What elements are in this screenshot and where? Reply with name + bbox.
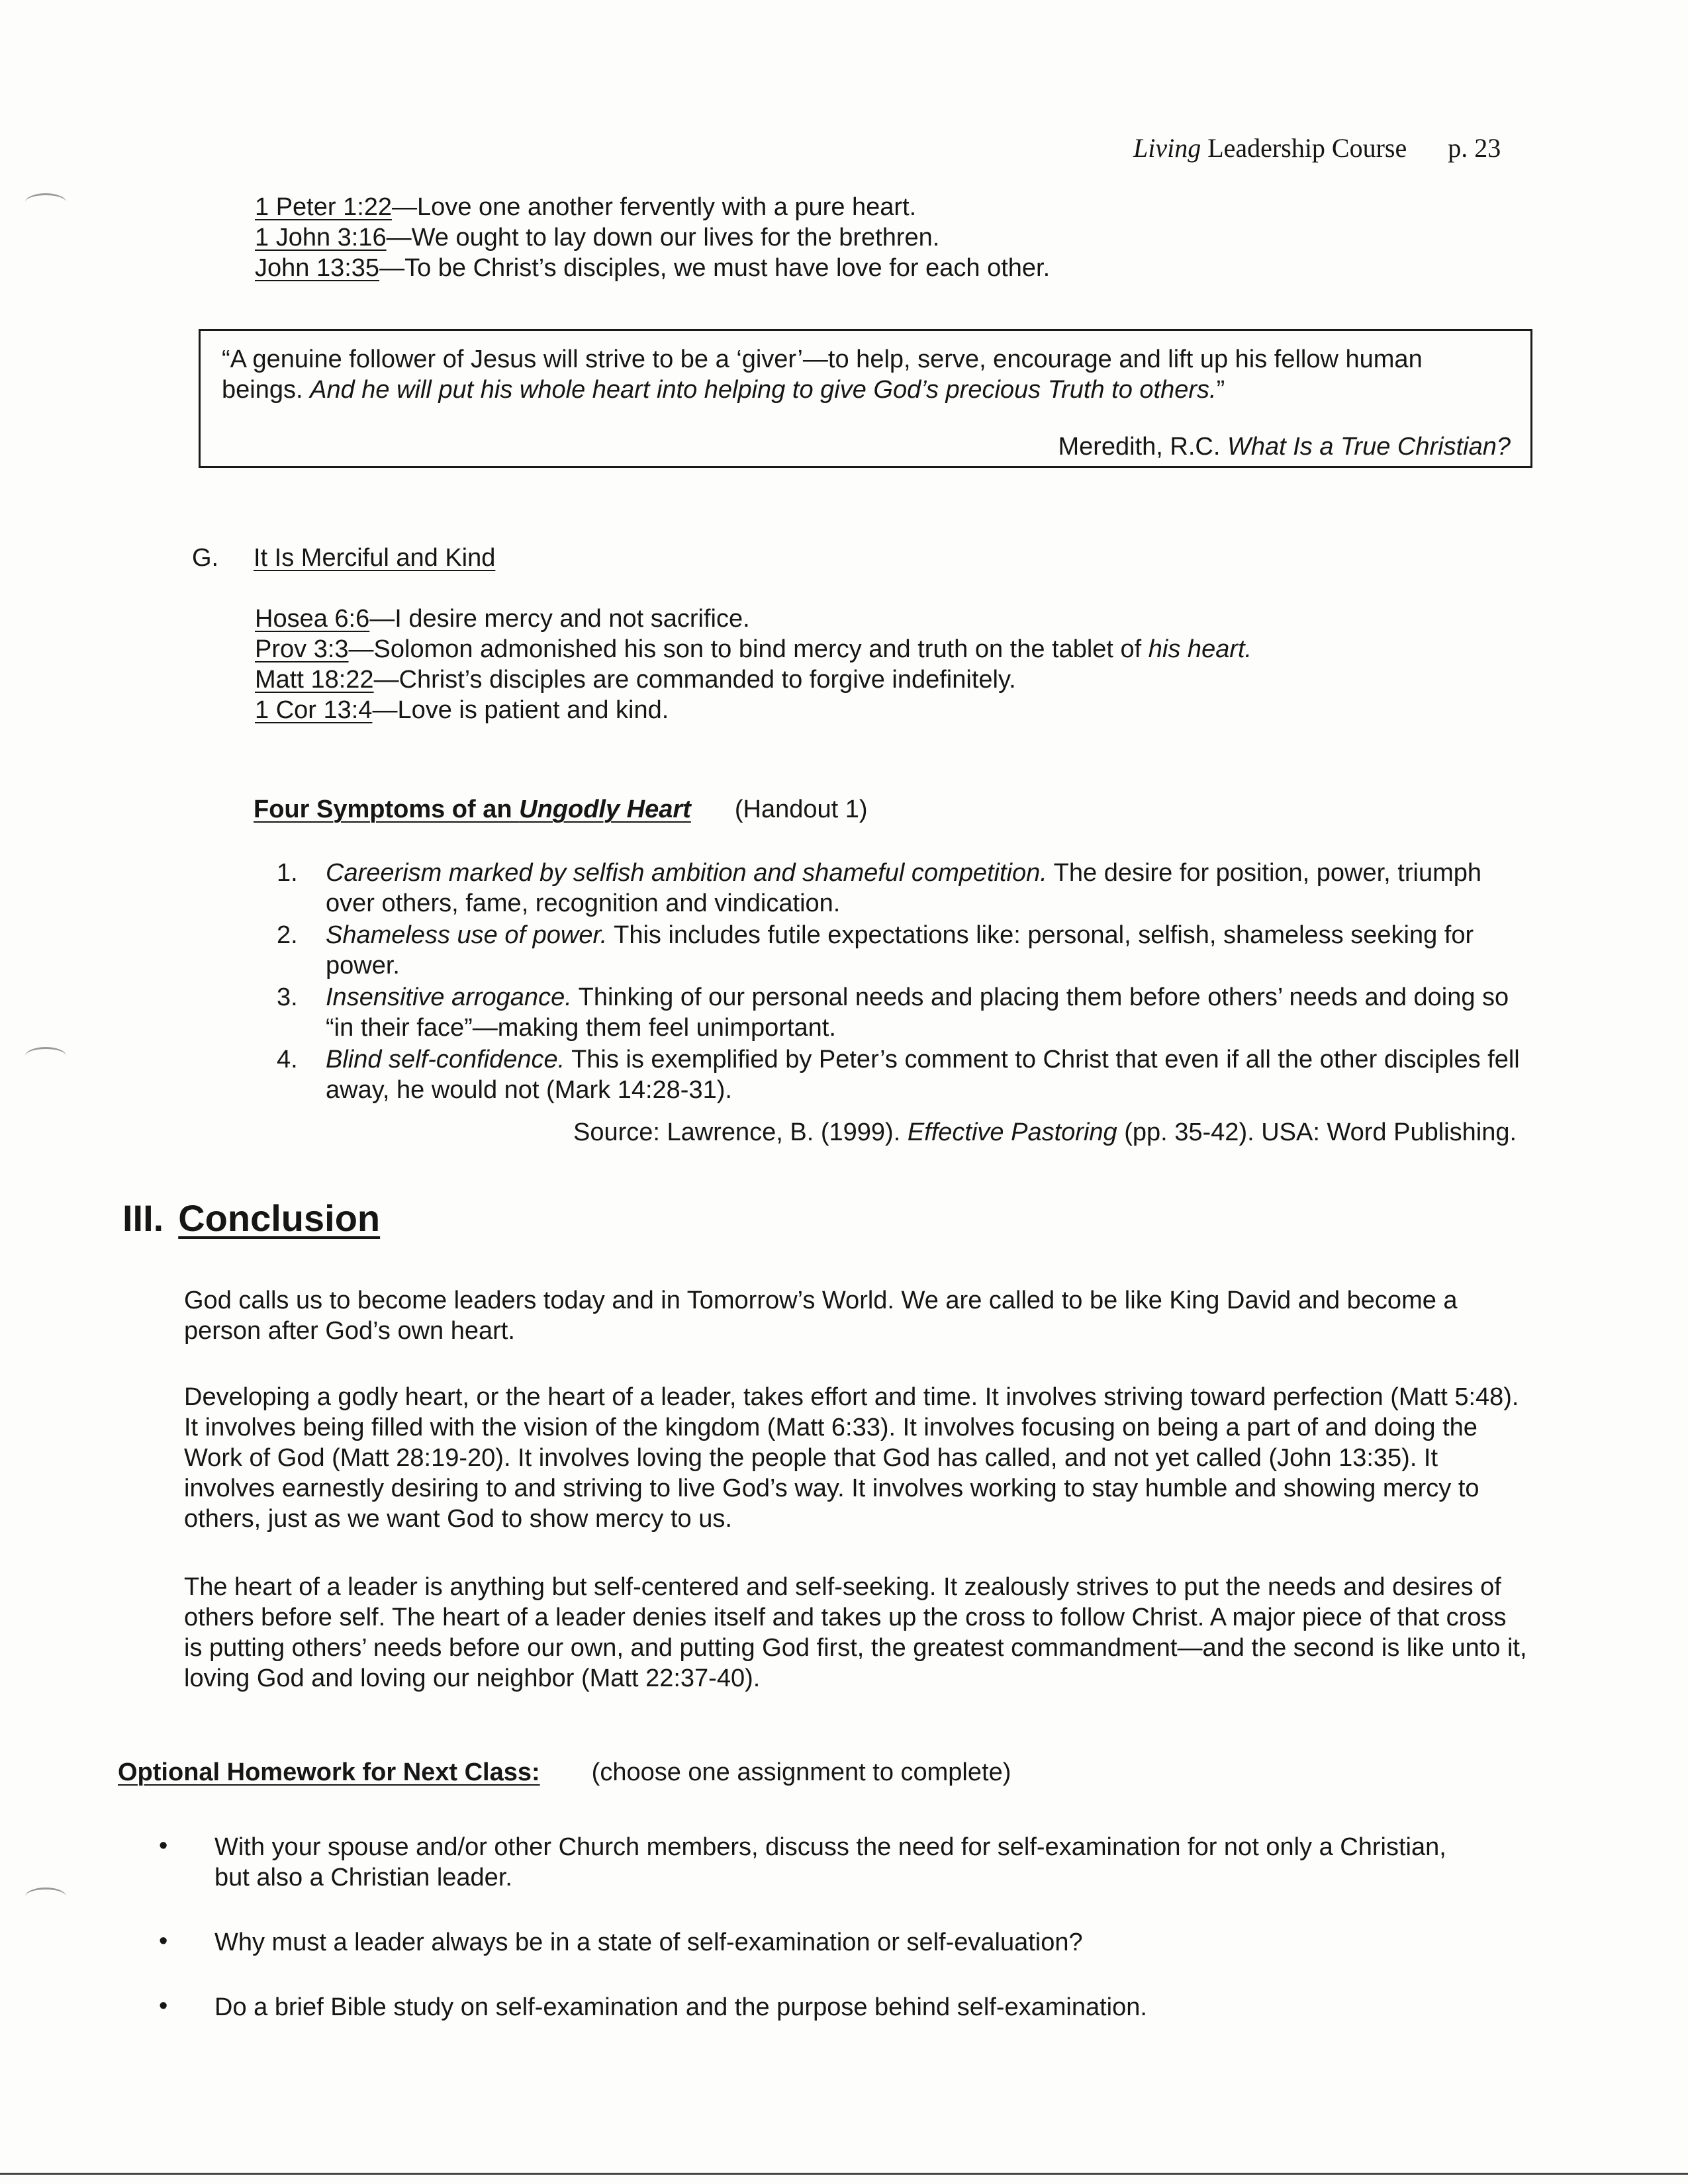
handout-note: (Handout 1)	[734, 796, 868, 823]
bullet-icon: •	[159, 1832, 168, 1860]
symptoms-list	[277, 858, 1531, 1107]
mercy-scripture-list	[255, 604, 1513, 725]
list-item: 3. Insensitive arrogance. Thinking of our personal needs and placing them before others’ needs and doing so “in their face”—making them feel unimportant.	[277, 983, 1509, 1042]
conclusion-paragraph: The heart of a leader is anything but self-centered and self-seeking. It zealously strives to put the needs and desires of others before self. The heart of a leader denies itself and takes up the cross to follow Christ. A major piece of that cross is putting others’ needs before our own, and putting God first, the greatest commandment—and the second is like unto it, loving God and loving our neighbor (Matt 22:37-40).	[184, 1573, 1527, 1692]
section-title: Conclusion	[178, 1197, 381, 1239]
scripture-item: 1 John 3:16—We ought to lay down our lives for the brethren.	[255, 224, 940, 251]
scripture-ref: Hosea 6:6	[255, 605, 370, 633]
hole-punch-mark	[25, 1047, 66, 1065]
hole-punch-mark	[25, 193, 66, 211]
scripture-item: 1 Peter 1:22—Love one another fervently with a pure heart.	[255, 193, 917, 221]
bullet-icon: •	[159, 1927, 168, 1955]
hole-punch-mark	[25, 1888, 66, 1905]
homework-heading: Optional Homework for Next Class: (choose one assignment to complete)	[118, 1758, 1011, 1786]
section-g-title: It Is Merciful and Kind	[254, 544, 496, 572]
course-title-italic: Living	[1133, 133, 1201, 163]
scripture-item: Prov 3:3—Solomon admonished his son to bind mercy and truth on the tablet of his heart.	[255, 635, 1252, 663]
scripture-ref: 1 Cor 13:4	[255, 696, 373, 724]
scripture-item: John 13:35—To be Christ’s disciples, we must have love for each other.	[255, 254, 1051, 282]
scripture-ref: 1 John 3:16	[255, 224, 387, 251]
quote-text: “A genuine follower of Jesus will strive to be a ‘giver’—to help, serve, encourage and lift up his fellow human beings. And he will put his whole heart into helping to give God’s precious Truth to others.”	[222, 345, 1423, 404]
bottom-rule	[0, 2173, 1688, 2175]
course-title: Leadership Course	[1201, 133, 1407, 163]
scripture-item: Hosea 6:6—I desire mercy and not sacrifice.	[255, 605, 750, 633]
list-item: 2. Shameless use of power. This includes futile expectations like: personal, selfish, shameless seeking for power.	[277, 921, 1474, 979]
list-item: 4. Blind self-confidence. This is exemplified by Peter’s comment to Christ that even if all the other disciples fell away, he would not (Mark 14:28-31).	[277, 1046, 1520, 1104]
quote-box	[199, 329, 1532, 468]
conclusion-paragraph: God calls us to become leaders today and in Tomorrow’s World. We are called to be like King David and become a person after God’s own heart.	[184, 1287, 1458, 1345]
symptoms-source: Source: Lawrence, B. (1999). Effective Pastoring (pp. 35-42). USA: Word Publishing.	[573, 1118, 1517, 1146]
page-number: p. 23	[1448, 133, 1501, 163]
list-item: 1. Careerism marked by selfish ambition and shameful competition. The desire for position, power, triumph over others, fame, recognition and vindication.	[277, 859, 1481, 917]
quote-source: Meredith, R.C. What Is a True Christian?	[1058, 433, 1511, 461]
section-heading	[122, 1197, 380, 1240]
list-item: • Why must a leader always be in a state of self-examination or self-evaluation?	[159, 1927, 1083, 1956]
scripture-ref: 1 Peter 1:22	[255, 193, 393, 221]
list-item: • Do a brief Bible study on self-examination and the purpose behind self-examination.	[159, 1992, 1147, 2021]
love-scripture-list	[255, 192, 1513, 283]
bullet-icon: •	[159, 1992, 168, 2020]
page-header	[1133, 132, 1501, 163]
scripture-ref: John 13:35	[255, 254, 380, 282]
symptoms-heading: Four Symptoms of an Ungodly Heart (Handout 1)	[254, 796, 868, 823]
scripture-ref: Prov 3:3	[255, 635, 349, 663]
scripture-ref: Matt 18:22	[255, 666, 374, 694]
section-number: III.	[122, 1197, 164, 1239]
conclusion-paragraph: Developing a godly heart, or the heart of a leader, takes effort and time. It involves striving toward perfection (Matt 5:48). It involves being filled with the vision of the kingdom (Matt 6:33). It involves focusing on being a part of and doing the Work of God (Matt 28:19-20). It involves loving the people that God has called, and not yet called (John 13:35). It involves earnestly desiring to and striving to live God’s way. It involves working to stay humble and showing mercy to others, just as we want God to show mercy to us.	[184, 1383, 1519, 1533]
list-item: • With your spouse and/or other Church members, discuss the need for self-examination for not only a Christian, but also a Christian leader.	[159, 1832, 1446, 1891]
scripture-item: Matt 18:22—Christ’s disciples are commanded to forgive indefinitely.	[255, 666, 1016, 694]
scripture-item: 1 Cor 13:4—Love is patient and kind.	[255, 696, 669, 724]
section-g-label: G.	[192, 544, 219, 572]
homework-note: (choose one assignment to complete)	[591, 1758, 1011, 1786]
